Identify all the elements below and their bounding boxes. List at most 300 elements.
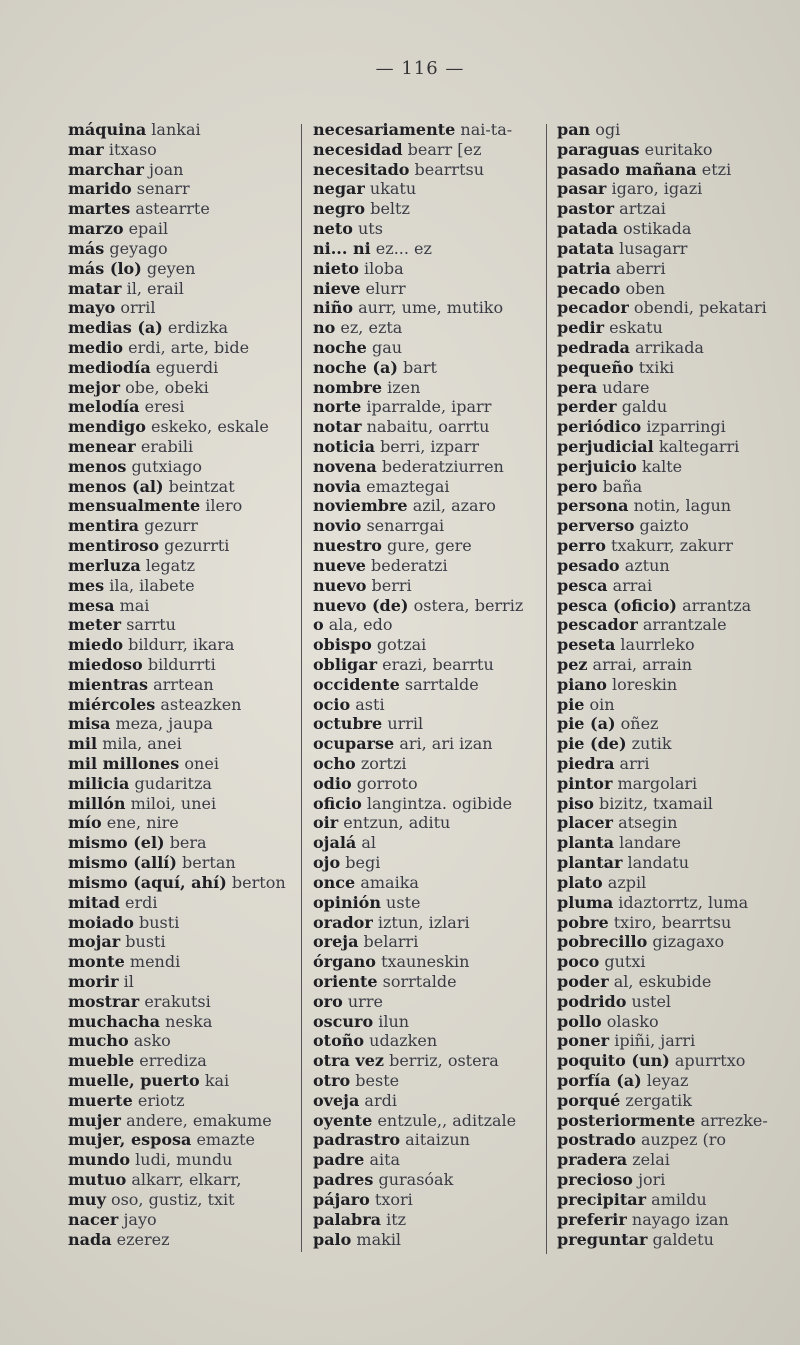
entry-translation: bildurr, ikara (128, 635, 235, 655)
dictionary-entry (68, 477, 294, 497)
entry-translation: landare (619, 833, 681, 853)
entry-translation: erabili (140, 437, 194, 456)
dictionary-entry (557, 1111, 797, 1131)
dictionary-entry (68, 1091, 294, 1111)
dictionary-entry (68, 1012, 294, 1032)
entry-translation: obe, obeki (125, 377, 209, 397)
column-divider (301, 124, 302, 1252)
dictionary-entry (68, 358, 294, 378)
entry-translation: ostera, berriz (413, 595, 524, 615)
dictionary-entry (68, 1051, 294, 1071)
entry-term: marchar (68, 159, 144, 179)
dictionary-entry (557, 794, 797, 814)
dictionary-entry (557, 556, 797, 576)
entry-translation: orril (120, 298, 156, 318)
entry-term: nacer (68, 1209, 119, 1229)
entry-term: porqué (557, 1090, 621, 1110)
dictionary-entry (68, 794, 294, 814)
entry-translation: txori (374, 1189, 413, 1209)
dictionary-entry (68, 734, 294, 754)
entry-term: novia (313, 476, 362, 496)
dictionary-entry (313, 695, 543, 715)
entry-translation: astearrte (135, 199, 210, 219)
dictionary-entry (313, 219, 543, 239)
dictionary-entry (557, 279, 797, 299)
entry-term: mes (68, 575, 105, 595)
entry-translation: aitaizun (405, 1130, 470, 1150)
dictionary-entry (557, 199, 797, 219)
entry-translation: loreskin (612, 674, 678, 694)
entry-translation: busti (139, 912, 180, 932)
dictionary-entry (557, 397, 797, 417)
entry-term: muelle, puerto (68, 1071, 200, 1090)
entry-term: pájaro (313, 1189, 370, 1209)
dictionary-entry (557, 1150, 797, 1170)
entry-translation: igaro, igazi (611, 179, 703, 199)
dictionary-entry (68, 655, 294, 675)
dictionary-entry (68, 913, 294, 933)
entry-translation: galdu (621, 397, 668, 417)
entry-translation: miloi, unei (130, 793, 217, 813)
entry-term: meter (68, 615, 122, 635)
dictionary-entry (313, 318, 543, 338)
entry-translation: berton (231, 872, 286, 892)
entry-translation: lusagarr (619, 238, 688, 258)
dictionary-entry (68, 1130, 294, 1150)
dictionary-entry (313, 140, 543, 160)
dictionary-entry (557, 714, 797, 734)
entry-term: piso (557, 793, 594, 813)
entry-translation: langintza. ogibide (366, 793, 513, 813)
entry-translation: notin, lagun (633, 496, 732, 516)
entry-translation: ustel (631, 991, 672, 1011)
entry-translation: neska (165, 1011, 213, 1031)
entry-translation: baña (602, 476, 643, 496)
entry-term: occidente (313, 674, 400, 694)
entry-term: preferir (557, 1209, 627, 1229)
dictionary-entry (313, 1130, 543, 1150)
dictionary-entry (557, 219, 797, 239)
dictionary-entry (68, 774, 294, 794)
entry-term: palabra (313, 1209, 381, 1229)
entry-translation: etzi (701, 159, 732, 179)
entry-term: pan (557, 120, 591, 139)
dictionary-entry (68, 536, 294, 556)
entry-term: poco (557, 952, 600, 972)
entry-term: pasado mañana (557, 159, 697, 179)
dictionary-entry (68, 754, 294, 774)
entry-term: mientras (68, 674, 149, 694)
dictionary-entry (557, 833, 797, 853)
entry-term: pecado (557, 278, 621, 298)
dictionary-entry (557, 477, 797, 497)
dictionary-entry (68, 1111, 294, 1131)
entry-term: ocio (313, 694, 351, 714)
entry-term: menear (68, 437, 136, 456)
dictionary-entry (68, 457, 294, 477)
entry-term: menos (68, 456, 127, 476)
dictionary-entry (313, 160, 543, 180)
entry-translation: onei (184, 754, 219, 773)
entry-translation: andere, emakume (126, 1110, 272, 1130)
dictionary-entry (68, 219, 294, 239)
dictionary-entry (313, 893, 543, 913)
dictionary-column-left (68, 120, 294, 1249)
entry-translation: arrantza (682, 595, 752, 615)
entry-translation: mila, anei (102, 734, 182, 754)
dictionary-entry (68, 496, 294, 516)
entry-translation: epail (128, 219, 169, 239)
entry-term: perder (557, 397, 617, 417)
dictionary-entry (68, 279, 294, 299)
entry-term: otra vez (313, 1051, 384, 1071)
entry-translation: iparralde, iparr (366, 397, 492, 417)
dictionary-entry (557, 318, 797, 338)
entry-term: monte (68, 952, 125, 972)
dictionary-entry (68, 259, 294, 279)
column-divider (546, 124, 547, 1254)
entry-term: plato (557, 872, 603, 892)
dictionary-entry (68, 516, 294, 536)
entry-translation: amaika (360, 872, 419, 892)
entry-term: moiado (68, 912, 134, 932)
entry-term: mayo (68, 298, 116, 318)
entry-term: mucho (68, 1031, 129, 1051)
dictionary-entry (68, 199, 294, 219)
entry-translation: gezurr (144, 516, 198, 536)
entry-term: mutuo (68, 1170, 127, 1190)
entry-translation: bederatzi (371, 555, 448, 575)
dictionary-entry (68, 437, 294, 457)
dictionary-entry (313, 259, 543, 279)
dictionary-entry (313, 813, 543, 833)
entry-term: planta (557, 833, 615, 853)
entry-translation: oben (625, 278, 666, 298)
entry-translation: kaltegarri (658, 437, 740, 456)
entry-translation: ardi (364, 1090, 397, 1110)
entry-term: obispo (313, 635, 372, 655)
entry-translation: laurrleko (620, 635, 695, 655)
dictionary-entry (313, 536, 543, 556)
entry-translation: berri, izparr (380, 437, 479, 456)
dictionary-entry (313, 179, 543, 199)
entry-translation: bizitz, txamail (599, 793, 713, 813)
dictionary-entry (313, 1031, 543, 1051)
entry-translation: gizagaxo (652, 932, 725, 952)
entry-translation: gaizto (639, 516, 689, 536)
dictionary-entry (68, 318, 294, 338)
entry-term: preguntar (557, 1229, 648, 1249)
dictionary-entry (68, 635, 294, 655)
dictionary-entry (557, 457, 797, 477)
dictionary-entry (68, 397, 294, 417)
entry-translation: udare (602, 377, 650, 397)
dictionary-entry (313, 1091, 543, 1111)
entry-term: ojalá (313, 833, 357, 853)
entry-term: poder (557, 971, 609, 991)
dictionary-entry (313, 496, 543, 516)
entry-term: milicia (68, 773, 130, 793)
dictionary-entry (313, 338, 543, 358)
dictionary-entry (68, 833, 294, 853)
entry-term: marido (68, 179, 132, 199)
entry-translation: errediza (139, 1051, 207, 1071)
dictionary-entry (557, 239, 797, 259)
entry-term: miedo (68, 635, 124, 655)
dictionary-entry (68, 615, 294, 635)
page-number: — 116 — (375, 58, 465, 79)
entry-term: patada (557, 219, 618, 239)
entry-translation: txiki (638, 357, 675, 377)
dictionary-entry (313, 358, 543, 378)
entry-translation: izparringi (646, 417, 726, 437)
dictionary-column-middle (313, 120, 543, 1249)
dictionary-entry (313, 477, 543, 497)
entry-translation: beltz (370, 199, 410, 219)
dictionary-entry (313, 972, 543, 992)
entry-term: noche (a) (313, 357, 398, 377)
dictionary-entry (557, 675, 797, 695)
dictionary-entry (68, 992, 294, 1012)
entry-translation: bart (403, 357, 437, 377)
dictionary-entry (313, 1111, 543, 1131)
entry-translation: izen (387, 377, 421, 397)
entry-translation: aita (369, 1150, 401, 1170)
entry-translation: artzai (619, 199, 666, 219)
entry-term: pie (a) (557, 714, 616, 734)
entry-term: medio (68, 337, 124, 357)
entry-term: opinión (313, 892, 381, 912)
entry-translation: nayago izan (631, 1209, 729, 1229)
entry-translation: asti (355, 694, 385, 714)
entry-term: pesca (557, 575, 608, 595)
entry-translation: arrikada (635, 337, 704, 357)
entry-translation: alkarr, elkarr, (131, 1170, 242, 1190)
entry-translation: arrai, arrain (592, 654, 693, 674)
dictionary-entry (557, 160, 797, 180)
dictionary-entry (313, 992, 543, 1012)
entry-translation: nai-ta- (460, 120, 513, 139)
entry-term: oscuro (313, 1011, 374, 1031)
entry-term: marzo (68, 219, 124, 239)
entry-translation: arri (619, 754, 650, 773)
dictionary-entry (313, 774, 543, 794)
entry-translation: zortzi (360, 754, 407, 773)
dictionary-entry (68, 596, 294, 616)
dictionary-entry (313, 556, 543, 576)
dictionary-entry (68, 972, 294, 992)
entry-translation: ogi (595, 120, 621, 139)
dictionary-entry (557, 259, 797, 279)
entry-translation: eresi (144, 397, 185, 417)
entry-term: pero (557, 476, 598, 496)
dictionary-entry (557, 774, 797, 794)
dictionary-entry (557, 635, 797, 655)
dictionary-entry (313, 457, 543, 477)
dictionary-entry (68, 417, 294, 437)
entry-translation: udazken (369, 1031, 438, 1051)
entry-translation: belarri (363, 932, 419, 952)
entry-translation: ala, edo (328, 615, 393, 635)
entry-translation: erakutsi (144, 991, 211, 1011)
entry-term: pesado (557, 555, 620, 575)
dictionary-entry (313, 913, 543, 933)
entry-translation: itxaso (108, 139, 157, 159)
entry-term: mismo (el) (68, 833, 165, 853)
dictionary-entry (313, 417, 543, 437)
entry-term: posteriormente (557, 1110, 696, 1130)
entry-translation: al, eskubide (613, 971, 712, 991)
entry-term: mostrar (68, 991, 140, 1011)
entry-translation: zutik (631, 734, 672, 754)
entry-term: postrado (557, 1130, 636, 1150)
entry-term: pobrecillo (557, 932, 648, 952)
entry-translation: euritako (644, 139, 713, 159)
entry-translation: erdi, arte, bide (128, 337, 250, 357)
entry-term: pez (557, 654, 588, 674)
dictionary-entry (557, 853, 797, 873)
dictionary-entry (313, 437, 543, 457)
dictionary-entry (68, 1230, 294, 1250)
dictionary-entry (313, 516, 543, 536)
entry-term: piedra (557, 754, 615, 773)
entry-term: melodía (68, 397, 140, 417)
entry-term: nada (68, 1229, 112, 1249)
entry-translation: ukatu (369, 179, 417, 199)
entry-translation: arrai (612, 575, 653, 595)
entry-term: nuevo (de) (313, 595, 409, 615)
entry-translation: amildu (651, 1189, 707, 1209)
entry-term: pollo (557, 1011, 602, 1031)
dictionary-entry (557, 1091, 797, 1111)
entry-term: pequeño (557, 357, 634, 377)
entry-term: pescador (557, 615, 638, 635)
entry-translation: elurr (365, 278, 406, 298)
dictionary-entry (557, 893, 797, 913)
entry-translation: busti (125, 932, 166, 952)
entry-term: pasar (557, 179, 607, 199)
entry-translation: uts (357, 219, 383, 239)
entry-translation: bertan (182, 853, 236, 873)
entry-translation: ilero (205, 496, 243, 516)
entry-translation: berri (371, 575, 412, 595)
entry-term: noticia (313, 437, 375, 456)
entry-term: muy (68, 1189, 106, 1209)
entry-translation: mendi (129, 952, 181, 972)
entry-term: piano (557, 674, 607, 694)
entry-term: pradera (557, 1150, 628, 1170)
entry-term: placer (557, 813, 613, 833)
entry-term: notar (313, 417, 362, 437)
dictionary-entry (557, 1031, 797, 1051)
entry-term: pobre (557, 912, 609, 932)
dictionary-entry (68, 1190, 294, 1210)
dictionary-entry (313, 239, 543, 259)
entry-translation: arrtean (153, 674, 214, 694)
entry-translation: leyaz (646, 1071, 689, 1090)
dictionary-entry (68, 952, 294, 972)
dictionary-entry (313, 1150, 543, 1170)
entry-translation: azil, azaro (412, 496, 496, 516)
dictionary-entry (68, 893, 294, 913)
entry-term: poner (557, 1031, 610, 1051)
dictionary-entry (557, 913, 797, 933)
dictionary-entry (313, 794, 543, 814)
entry-translation: galdetu (652, 1229, 714, 1249)
entry-term: mejor (68, 377, 120, 397)
dictionary-entry (557, 972, 797, 992)
entry-term: pie (557, 694, 585, 714)
entry-translation: erazi, bearrtu (382, 654, 494, 674)
entry-term: oro (313, 991, 343, 1011)
entry-translation: entzun, aditu (343, 813, 451, 833)
entry-translation: txauneskin (381, 952, 470, 972)
dictionary-entry (68, 378, 294, 398)
dictionary-entry (557, 437, 797, 457)
dictionary-entry (68, 576, 294, 596)
dictionary-entry (313, 615, 543, 635)
entry-translation: bearr [ez (407, 139, 482, 159)
entry-translation: ez... ez (375, 238, 432, 258)
dictionary-entry (68, 675, 294, 695)
entry-translation: bearrtsu (414, 159, 485, 179)
dictionary-entry (68, 1170, 294, 1190)
dictionary-entry (68, 1150, 294, 1170)
entry-translation: beintzat (168, 476, 235, 496)
dictionary-entry (313, 635, 543, 655)
entry-term: órgano (313, 952, 376, 972)
entry-term: más (lo) (68, 258, 142, 278)
entry-translation: margolari (617, 773, 698, 793)
entry-term: mío (68, 813, 102, 833)
dictionary-entry (68, 298, 294, 318)
dictionary-entry (313, 1210, 543, 1230)
entry-translation: mai (119, 595, 150, 615)
entry-term: muchacha (68, 1011, 161, 1031)
entry-term: necesariamente (313, 120, 456, 139)
entry-translation: eskatu (609, 318, 663, 338)
dictionary-entry (313, 1190, 543, 1210)
entry-term: mojar (68, 932, 121, 952)
entry-term: poquito (un) (557, 1051, 670, 1071)
entry-translation: aurr, ume, mutiko (358, 298, 504, 318)
entry-translation: gudaritza (134, 773, 212, 793)
dictionary-entry (313, 873, 543, 893)
entry-term: oir (313, 813, 339, 833)
entry-translation: legatz (145, 555, 196, 575)
dictionary-entry (557, 1130, 797, 1150)
entry-term: patria (557, 258, 611, 278)
entry-term: niño (313, 298, 354, 318)
dictionary-entry (68, 813, 294, 833)
dictionary-entry (557, 813, 797, 833)
dictionary-entry (557, 695, 797, 715)
dictionary-entry (313, 754, 543, 774)
entry-term: oyente (313, 1110, 373, 1130)
entry-translation: obendi, pekatari (633, 298, 767, 318)
entry-term: mendigo (68, 417, 146, 437)
entry-translation: aztun (624, 555, 670, 575)
entry-translation: bera (169, 833, 207, 853)
dictionary-entry (313, 1051, 543, 1071)
dictionary-entry (557, 1051, 797, 1071)
dictionary-entry (313, 714, 543, 734)
entry-term: mitad (68, 892, 120, 912)
entry-term: mensualmente (68, 496, 201, 516)
entry-term: medias (a) (68, 318, 163, 338)
dictionary-entry (557, 1012, 797, 1032)
dictionary-entry (313, 1071, 543, 1091)
